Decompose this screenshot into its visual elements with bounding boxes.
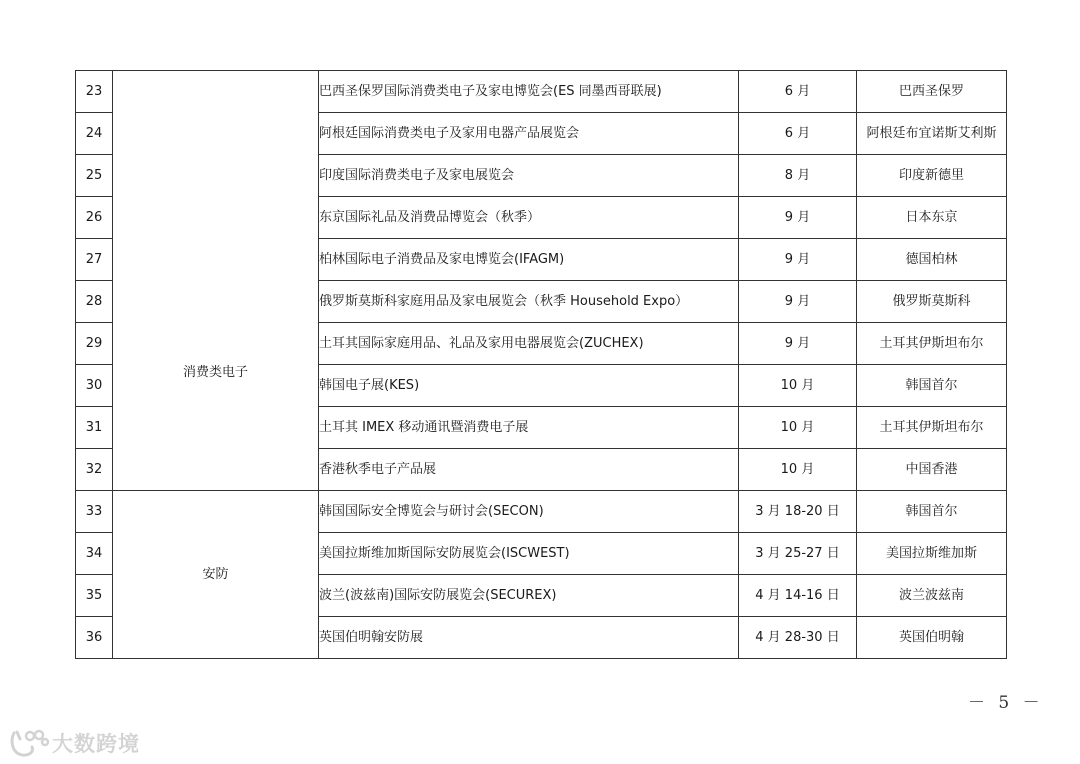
exhibition-place: 中国香港	[857, 449, 1007, 491]
exhibition-name: 英国伯明翰安防展	[319, 617, 739, 659]
category-label: 消费类电子	[182, 364, 248, 380]
exhibition-time: 10 月	[739, 365, 857, 407]
exhibition-place: 日本东京	[857, 197, 1007, 239]
exhibition-table	[75, 70, 1007, 659]
exhibition-place: 土耳其伊斯坦布尔	[857, 323, 1007, 365]
exhibition-name: 韩国国际安全博览会与研讨会(SECON)	[319, 491, 739, 533]
row-number: 25	[76, 155, 113, 197]
exhibition-time: 6 月	[739, 71, 857, 113]
exhibition-name: 土耳其 IMEX 移动通讯暨消费电子展	[319, 407, 739, 449]
exhibition-time: 3 月 25-27 日	[739, 533, 857, 575]
exhibition-time: 9 月	[739, 281, 857, 323]
watermark-text: 大数跨境	[52, 732, 140, 756]
row-number: 28	[76, 281, 113, 323]
row-number: 31	[76, 407, 113, 449]
category-label: 安防	[202, 566, 229, 582]
row-number: 33	[76, 491, 113, 533]
exhibition-place: 美国拉斯维加斯	[857, 533, 1007, 575]
row-number: 36	[76, 617, 113, 659]
exhibition-time: 6 月	[739, 113, 857, 155]
row-number: 35	[76, 575, 113, 617]
exhibition-place: 英国伯明翰	[857, 617, 1007, 659]
exhibition-time: 10 月	[739, 407, 857, 449]
exhibition-place: 韩国首尔	[857, 365, 1007, 407]
exhibition-place: 波兰波兹南	[857, 575, 1007, 617]
watermark	[8, 726, 140, 760]
exhibition-time: 10 月	[739, 449, 857, 491]
exhibition-time: 9 月	[739, 197, 857, 239]
exhibition-time: 4 月 28-30 日	[739, 617, 857, 659]
row-number: 26	[76, 197, 113, 239]
cat-paw-logo-icon	[8, 727, 50, 759]
exhibition-name: 韩国电子展(KES)	[319, 365, 739, 407]
exhibition-name: 香港秋季电子产品展	[319, 449, 739, 491]
row-number: 24	[76, 113, 113, 155]
exhibition-time: 4 月 14-16 日	[739, 575, 857, 617]
row-number: 23	[76, 71, 113, 113]
exhibition-place: 印度新德里	[857, 155, 1007, 197]
category-cell-security	[113, 491, 319, 659]
exhibition-place: 德国柏林	[857, 239, 1007, 281]
row-number: 32	[76, 449, 113, 491]
exhibition-name: 巴西圣保罗国际消费类电子及家电博览会(ES 同墨西哥联展)	[319, 71, 739, 113]
row-number: 30	[76, 365, 113, 407]
page-number: － 5 －	[968, 693, 1044, 713]
exhibition-name: 东京国际礼品及消费品博览会（秋季）	[319, 197, 739, 239]
exhibition-time: 9 月	[739, 239, 857, 281]
exhibition-name: 土耳其国际家庭用品、礼品及家用电器展览会(ZUCHEX)	[319, 323, 739, 365]
row-number: 34	[76, 533, 113, 575]
exhibition-place: 巴西圣保罗	[857, 71, 1007, 113]
exhibition-place: 土耳其伊斯坦布尔	[857, 407, 1007, 449]
exhibition-time: 3 月 18-20 日	[739, 491, 857, 533]
row-number: 29	[76, 323, 113, 365]
exhibition-name: 美国拉斯维加斯国际安防展览会(ISCWEST)	[319, 533, 739, 575]
exhibition-name: 俄罗斯莫斯科家庭用品及家电展览会（秋季 Household Expo）	[319, 281, 739, 323]
exhibition-time: 9 月	[739, 323, 857, 365]
table-row	[76, 71, 1007, 113]
table-row	[76, 491, 1007, 533]
row-number: 27	[76, 239, 113, 281]
exhibition-time: 8 月	[739, 155, 857, 197]
exhibition-place: 韩国首尔	[857, 491, 1007, 533]
exhibition-name: 柏林国际电子消费品及家电博览会(IFAGM)	[319, 239, 739, 281]
exhibition-name: 波兰(波兹南)国际安防展览会(SECUREX)	[319, 575, 739, 617]
exhibition-name: 阿根廷国际消费类电子及家用电器产品展览会	[319, 113, 739, 155]
category-cell-consumer-electronics	[113, 71, 319, 491]
exhibition-place: 俄罗斯莫斯科	[857, 281, 1007, 323]
exhibition-name: 印度国际消费类电子及家电展览会	[319, 155, 739, 197]
exhibition-place: 阿根廷布宜诺斯艾利斯	[857, 113, 1007, 155]
